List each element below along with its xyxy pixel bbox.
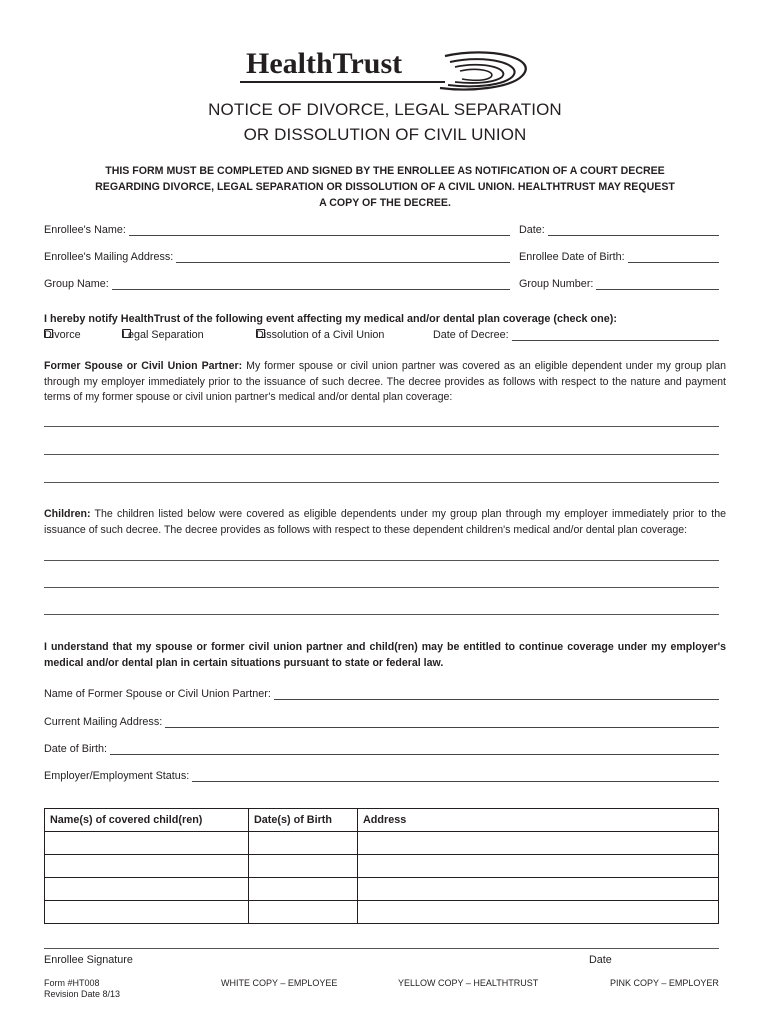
- date-of-birth-label: Enrollee Date of Birth:: [519, 251, 625, 263]
- former-spouse-paragraph: [44, 359, 726, 406]
- table-header-row: [45, 809, 719, 832]
- partner-name-field[interactable]: [44, 688, 719, 700]
- column-header-name: Name(s) of covered child(ren): [45, 809, 249, 832]
- notice-line1: THIS FORM MUST BE COMPLETED AND SIGNED BY THE ENROLLEE AS NOTIFICATION OF A COURT DECREE: [105, 165, 665, 177]
- child-name-cell[interactable]: [45, 878, 249, 901]
- former-spouse-line-3[interactable]: [44, 482, 719, 483]
- column-header-address: Address: [358, 809, 719, 832]
- mailing-address-label: Enrollee's Mailing Address:: [44, 251, 174, 263]
- pink-copy-label: PINK COPY – EMPLOYER: [610, 978, 719, 988]
- child-dob-cell[interactable]: [249, 901, 358, 924]
- signature-line[interactable]: [44, 948, 719, 949]
- children-paragraph: [44, 507, 726, 538]
- child-address-cell[interactable]: [358, 855, 719, 878]
- partner-dob-field[interactable]: [44, 743, 719, 755]
- form-title-line2: OR DISSOLUTION OF CIVIL UNION: [243, 125, 527, 144]
- child-name-cell[interactable]: [45, 832, 249, 855]
- children-line-2[interactable]: [44, 587, 719, 588]
- decree-date-label: Date of Decree:: [433, 329, 509, 341]
- white-copy-label: WHITE COPY – EMPLOYEE: [221, 978, 338, 988]
- mailing-address-field[interactable]: [44, 251, 510, 263]
- group-name-label: Group Name:: [44, 278, 109, 290]
- child-address-cell[interactable]: [358, 878, 719, 901]
- children-line-3[interactable]: [44, 614, 719, 615]
- children-heading: Children:: [44, 508, 91, 520]
- child-dob-cell[interactable]: [249, 855, 358, 878]
- child-address-cell[interactable]: [358, 901, 719, 924]
- former-spouse-heading: Former Spouse or Civil Union Partner:: [44, 360, 243, 372]
- event-heading: I hereby notify HealthTrust of the following event affecting my medical and/or dental plan coverage (check one):: [44, 313, 617, 325]
- employment-status-label: Employer/Employment Status:: [44, 770, 190, 782]
- group-number-label: Group Number:: [519, 278, 594, 290]
- group-name-field[interactable]: [44, 278, 510, 290]
- former-spouse-line-1[interactable]: [44, 426, 719, 427]
- yellow-copy-label: YELLOW COPY – HEALTHTRUST: [398, 978, 539, 988]
- signature-label: Enrollee Signature: [44, 954, 133, 966]
- enrollee-name-field[interactable]: [44, 224, 510, 236]
- date-of-birth-field[interactable]: [519, 251, 719, 263]
- partner-name-label: Name of Former Spouse or Civil Union Partner:: [44, 688, 271, 700]
- notice-line2: REGARDING DIVORCE, LEGAL SEPARATION OR DISSOLUTION OF A CIVIL UNION. HEALTHTRUST MAY REQUEST: [95, 181, 675, 193]
- table-row: [45, 901, 719, 924]
- children-table: [44, 808, 719, 924]
- form-title-line1: NOTICE OF DIVORCE, LEGAL SEPARATION: [208, 100, 562, 119]
- date-label: Date:: [519, 224, 545, 236]
- table-row: [45, 832, 719, 855]
- partner-dob-label: Date of Birth:: [44, 743, 108, 755]
- signature-date-label: Date: [589, 954, 612, 966]
- revision-date: Revision Date 8/13: [44, 989, 121, 999]
- children-text: The children listed below were covered as eligible dependents under my group plan through my employer immediately prior to the issuance of such decree. The decree provides as follows with respect to these dependent children's medical and/or dental plan coverage:: [44, 508, 726, 536]
- child-dob-cell[interactable]: [249, 832, 358, 855]
- partner-mailing-label: Current Mailing Address:: [44, 716, 163, 728]
- date-field[interactable]: [519, 224, 719, 236]
- notice-line3: A COPY OF THE DECREE.: [319, 197, 451, 209]
- dissolution-label: Dissolution of a Civil Union: [256, 329, 385, 341]
- logo-text: HealthTrust: [246, 47, 403, 80]
- child-address-cell[interactable]: [358, 832, 719, 855]
- child-name-cell[interactable]: [45, 901, 249, 924]
- table-row: [45, 855, 719, 878]
- former-spouse-line-2[interactable]: [44, 454, 719, 455]
- understand-paragraph: I understand that my spouse or former civil union partner and child(ren) may be entitled to continue coverage under my employer's medical and/or dental plan in certain situations pursuant to state or federal law.: [44, 641, 726, 669]
- healthtrust-logo: [0, 40, 770, 100]
- form-number: Form #HT008: [44, 978, 100, 988]
- legal-separation-label: Legal Separation: [122, 329, 204, 341]
- decree-date-field[interactable]: [433, 329, 719, 341]
- table-row: [45, 878, 719, 901]
- enrollee-name-label: Enrollee's Name:: [44, 224, 126, 236]
- partner-mailing-field[interactable]: [44, 716, 719, 728]
- child-name-cell[interactable]: [45, 855, 249, 878]
- notice-text: [60, 163, 710, 211]
- group-number-field[interactable]: [519, 278, 719, 290]
- divorce-label: Divorce: [44, 329, 81, 341]
- column-header-dob: Date(s) of Birth: [249, 809, 358, 832]
- employment-status-field[interactable]: [44, 770, 719, 782]
- child-dob-cell[interactable]: [249, 878, 358, 901]
- logo-swoosh-icon: [240, 40, 540, 100]
- former-spouse-text: My former spouse or civil union partner was covered as an eligible dependent under my group plan through my employer immediately prior to the issuance of such decree. The decree provides as follows with respect to the nature and payment terms of my former spouse or civil union partner's medical and/or dental plan coverage:: [44, 360, 726, 403]
- children-line-1[interactable]: [44, 560, 719, 561]
